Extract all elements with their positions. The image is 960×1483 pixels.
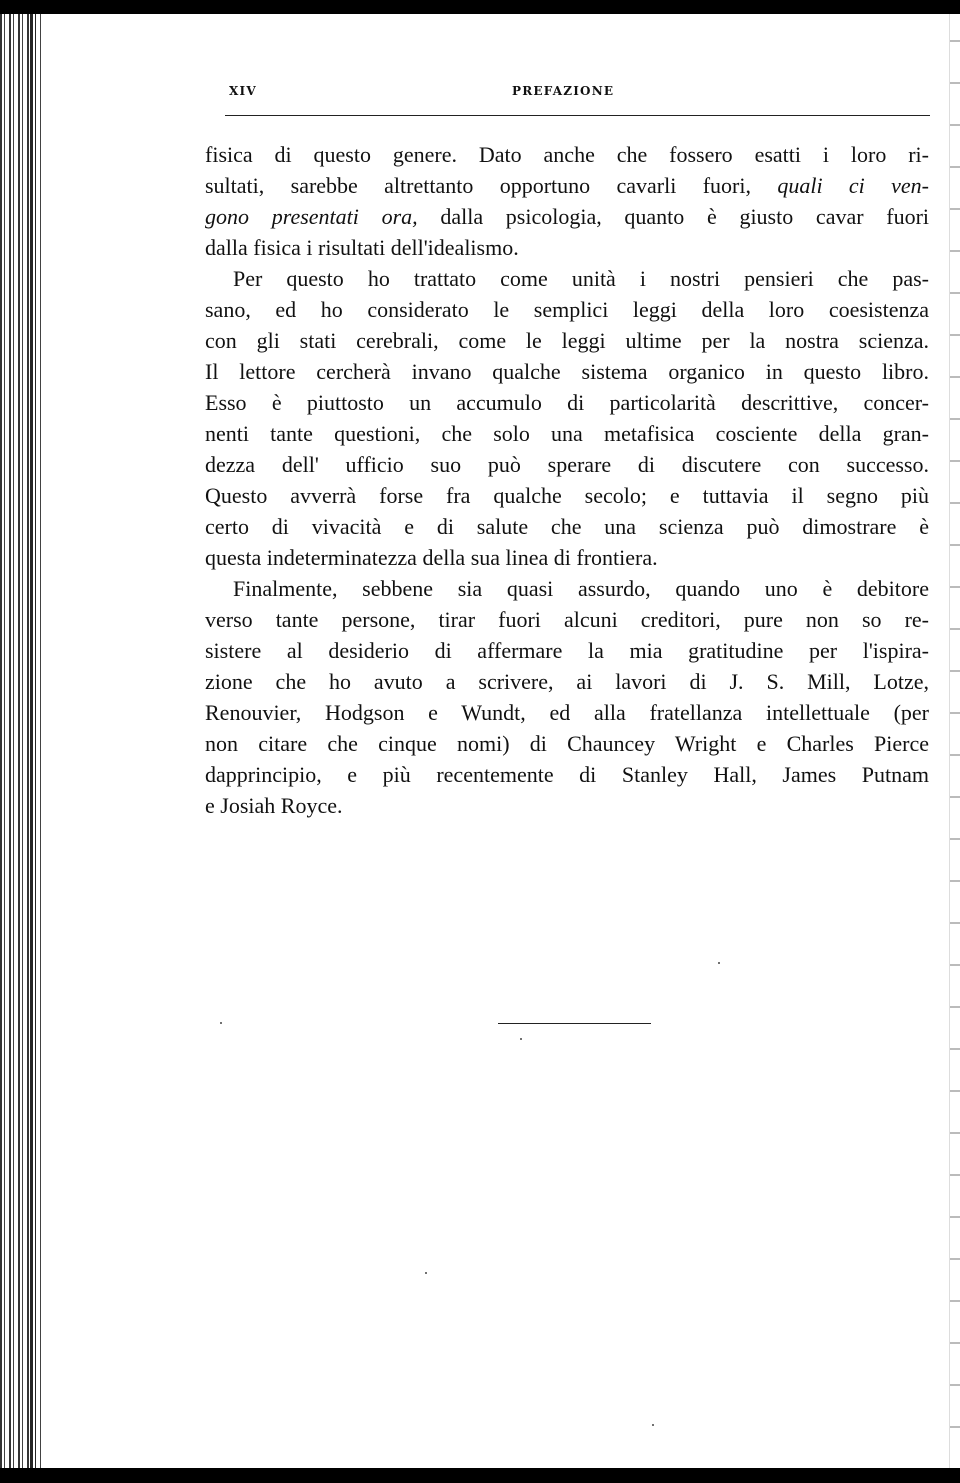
- text-line: sultati, sarebbe altrettanto opportuno cavarli fuori, quali ci ven-: [205, 173, 929, 198]
- paper-speck: [520, 1038, 522, 1040]
- text-line: e Josiah Royce.: [205, 793, 343, 818]
- text-line: nenti tante questioni, che solo una metafisica cosciente della gran-: [205, 421, 929, 446]
- text-line: Finalmente, sebbene sia quasi assurdo, quando uno è debitore: [233, 576, 929, 601]
- page-number: XIV: [229, 84, 257, 98]
- paper-speck: [220, 1022, 222, 1024]
- end-of-section-rule: [498, 1023, 651, 1024]
- text-line: dalla fisica i risultati dell'idealismo.: [205, 235, 519, 260]
- running-title: PREFAZIONE: [512, 84, 615, 98]
- text-line: dezza dell' ufficio suo può sperare di discutere con successo.: [205, 452, 929, 477]
- text-line: zione che ho avuto a scrivere, ai lavori di J. S. Mill, Lotze,: [205, 669, 929, 694]
- body-text: [205, 139, 929, 821]
- text-line: sistere al desiderio di affermare la mia gratitudine per l'ispira-: [205, 638, 929, 663]
- text-line: sano, ed ho considerato le semplici leggi della loro coesistenza: [205, 297, 929, 322]
- paper-speck: [718, 962, 720, 964]
- text-line: con gli stati cerebrali, come le leggi ultime per la nostra scienza.: [205, 328, 929, 353]
- text-line: Questo avverrà forse fra qualche secolo; e tuttavia il segno più: [205, 483, 929, 508]
- book-page: [0, 14, 960, 1468]
- text-line: non citare che cinque nomi) di Chauncey Wright e Charles Pierce: [205, 731, 929, 756]
- text-line: questa indeterminatezza della sua linea di frontiera.: [205, 545, 658, 570]
- text-line: certo di vivacità e di salute che una scienza può dimostrare è: [205, 514, 929, 539]
- running-header: [225, 84, 925, 106]
- paper-speck: [652, 1424, 654, 1426]
- text-line: Esso è piuttosto un accumulo di particolarità descrittive, concer-: [205, 390, 929, 415]
- text-line: gono presentati ora, dalla psicologia, quanto è giusto cavar fuori: [205, 204, 929, 229]
- text-line: Il lettore cercherà invano qualche sistema organico in questo libro.: [205, 359, 929, 384]
- paper-speck: [425, 1272, 427, 1274]
- text-line: Renouvier, Hodgson e Wundt, ed alla fratellanza intellettuale (per: [205, 700, 929, 725]
- text-line: dapprincipio, e più recentemente di Stanley Hall, James Putnam: [205, 762, 929, 787]
- text-line: fisica di questo genere. Dato anche che fossero esatti i loro ri-: [205, 142, 929, 167]
- text-line: Per questo ho trattato come unità i nostri pensieri che pas-: [233, 266, 929, 291]
- page-binding-edge: [0, 14, 44, 1468]
- binding-shadow: [30, 14, 38, 1468]
- text-line: verso tante persone, tirar fuori alcuni creditori, pure non so re-: [205, 607, 929, 632]
- page-right-edge: [949, 14, 960, 1468]
- header-rule: [225, 115, 930, 116]
